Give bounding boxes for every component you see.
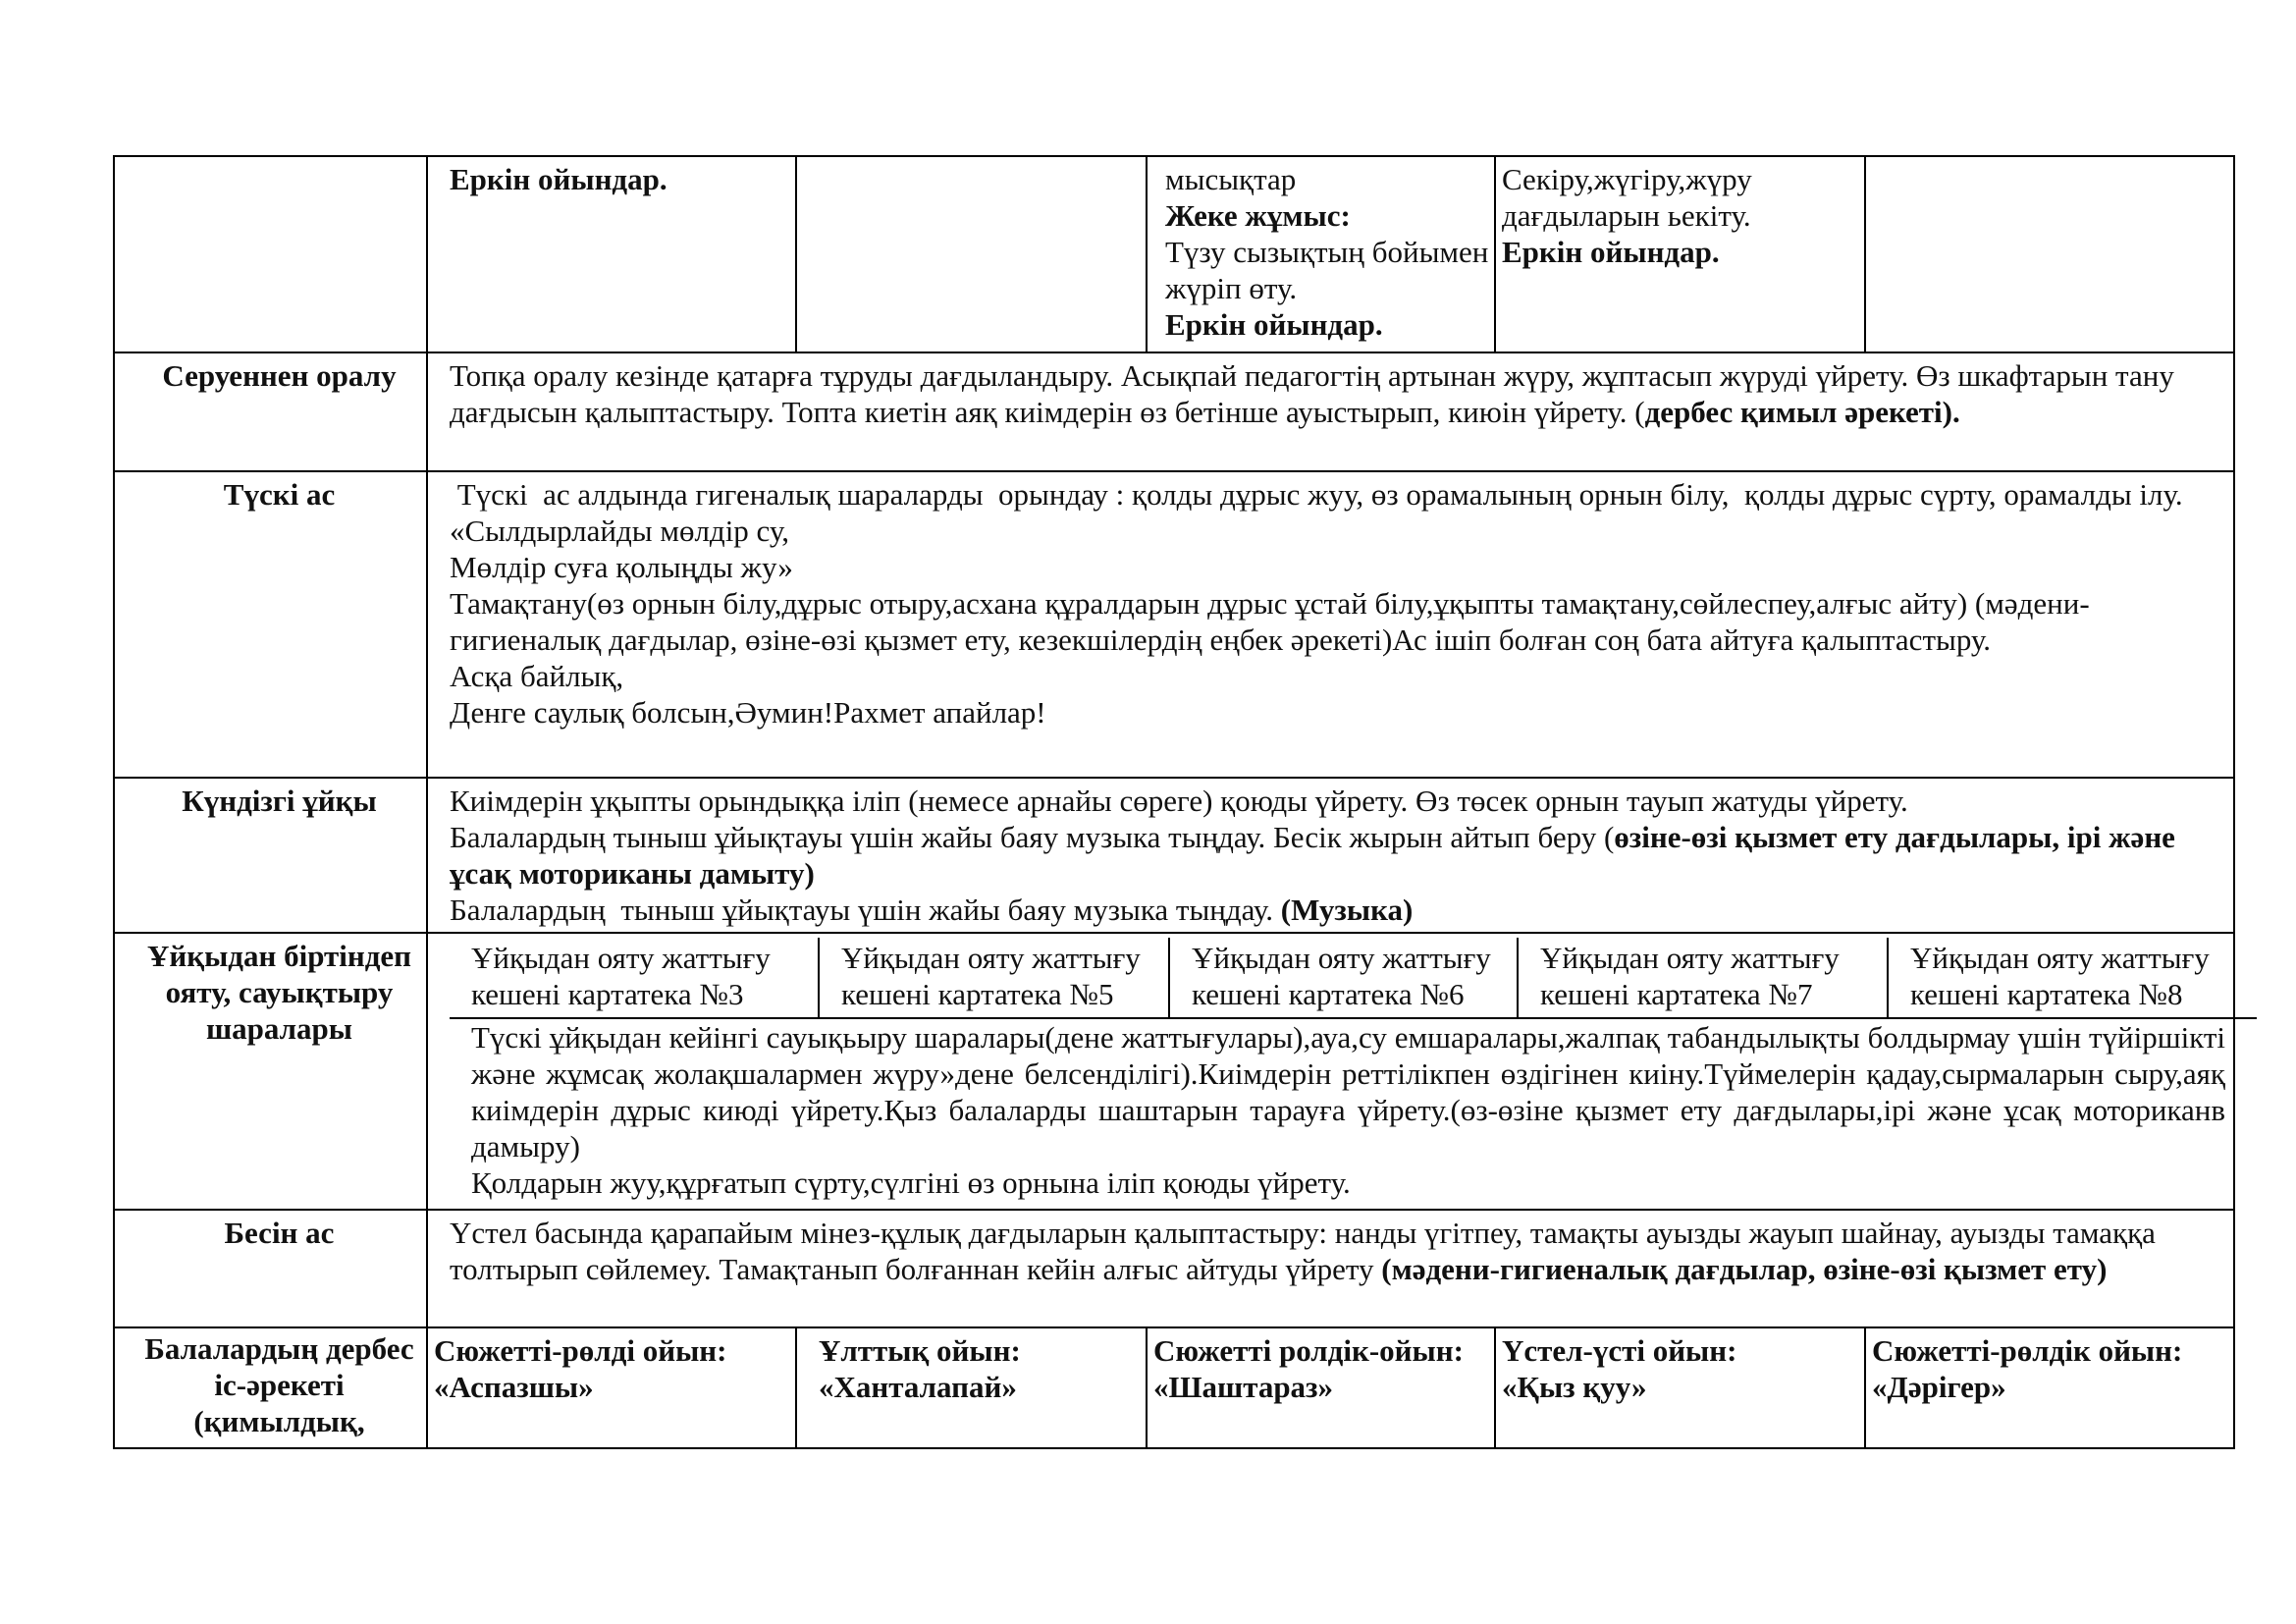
- game-type: Сюжетті-рөлдік ойын:: [1872, 1333, 2183, 1368]
- wakeup-content: [427, 933, 2234, 1210]
- game-name: «Ханталапай»: [819, 1370, 1017, 1404]
- lunch-line: Мөлдір суға қолыңды жу»: [450, 550, 793, 584]
- row-wake-up: [114, 933, 2234, 1210]
- row1-cell-6: [1865, 156, 2234, 352]
- row1-c4-line: мысықтар: [1165, 162, 1297, 196]
- game-type: Ұлттық ойын:: [819, 1333, 1021, 1368]
- nap-text: Балалардың тыныш ұйықтауы үшін жайы баяу музыка тыңдау. Бесік жырын айтып беру (: [450, 820, 1615, 854]
- wakeup-card: Ұйқыдан ояту жаттығу кешені картатека №6: [1169, 938, 1518, 1018]
- row-free-play: [114, 156, 2234, 352]
- lunch-line: Денге саулық болсын,Әумин!Рахмет апайлар!: [450, 695, 1046, 730]
- nap-text: Балалардың тыныш ұйықтауы үшін жайы баяу музыка тыңдау.: [450, 893, 1281, 927]
- game-name: «Дәрігер»: [1872, 1370, 2006, 1404]
- nap-bold: (Музыка): [1280, 893, 1414, 927]
- game-name: «Аспазшы»: [434, 1370, 594, 1404]
- game-cell: [1865, 1327, 2234, 1448]
- lunch-content: [427, 471, 2234, 778]
- return-text: Топқа оралу кезінде қатарға тұруды дағдыландыру. Асықпай педагогтің артынан жүру, жұптасып жүруді үйрету. Өз шкафтарын тану дағдысын қалыптастыру. Топта киетін аяқ киімдерін өз бетінше ауыстырып, киюін үйрету. (: [450, 358, 2174, 429]
- game-cell: [1147, 1327, 1495, 1448]
- wakeup-card: Ұйқыдан ояту жаттығу кешені картатека №8: [1888, 938, 2257, 1018]
- nap-bold: өзіне-өзі қызмет ету дағдылары, ірі және ұсақ моториканы дамыту): [450, 820, 2175, 891]
- nap-line-2: [450, 819, 2229, 892]
- game-cell: [427, 1327, 796, 1448]
- wakeup-paragraph: Түскі ұйқыдан кейінгі сауықьыру шаралары(дене жаттығулары),ауа,су емшаралары,жалпақ табандылықты болдырмау үшін түйіршікті және жұмсақ жолақшалармен жүру»дене белсенділігі).Киімдерін реттілікпен өздігінен киіну.Түймелерін қадау,сырмаларын сыру,аяқ киімдерін дұрыс киюді үйрету.Қыз балаларды шаштарын тарауға үйрету.(өз-өзіне қызмет ету дағдылары,ірі және ұсақ моториканв дамыру): [471, 1020, 2225, 1164]
- nap-content: [427, 778, 2234, 933]
- row1-cell-3: [796, 156, 1147, 352]
- wakeup-card: Ұйқыдан ояту жаттығу кешені картатека №5: [819, 938, 1169, 1018]
- snack-bold: (мәдени-гигиеналық дағдылар, өзіне-өзі қызмет ету): [1381, 1252, 2108, 1286]
- row-return-from-walk: [114, 352, 2234, 471]
- row1-c4-line: Жеке жұмыс:: [1165, 198, 1351, 233]
- wakeup-cards-row: [450, 938, 2257, 1018]
- game-name: «Шаштараз»: [1153, 1370, 1334, 1404]
- game-name: «Қыз қуу»: [1502, 1370, 1647, 1404]
- lunch-line: Тамақтану(өз орнын білу,дұрыс отыру,асхана құралдарын дұрыс ұстай білу,ұқыпты тамақтану,сөйлеспеу,алғыс айту) (мәдени-гигиеналық дағдылар, өзіне-өзі қызмет ету, кезекшілердің еңбек әрекеті)Ас ішіп болған соң бата айтуға қалыптастыру.: [450, 586, 2090, 657]
- wakeup-text-block: [450, 1019, 2229, 1203]
- wakeup-card: Ұйқыдан ояту жаттығу кешені картатека №3: [450, 938, 819, 1018]
- snack-text: Үстел басында қарапайым мінез-құлық дағдыларын қалыптастыру: нанды үгітпеу, тамақты ауызды жауып шайнау, ауызды тамаққа толтырып сөйлемеу. Тамақтанып болғаннан кейін алғыс айтуды үйрету: [450, 1216, 2171, 1286]
- lunch-line: «Сылдырлайды мөлдір су,: [450, 514, 790, 548]
- row1-c5-text: Секіру,жүгіру,жүру дағдыларын ьекіту.: [1502, 162, 1752, 233]
- lunch-line: Түскі ас алдында гигеналық шараларды орындау : қолды дұрыс жуу, өз орамалының орнын білу, қолды дұрыс сүрту, орамалды ілу.: [450, 477, 2183, 512]
- game-type: Үстел-үсті ойын:: [1502, 1333, 1737, 1368]
- row1-c4-line: Еркін ойындар.: [1165, 307, 1383, 342]
- daily-plan-table: [113, 155, 2235, 1449]
- row-afternoon-snack: [114, 1210, 2234, 1327]
- wakeup-card: Ұйқыдан ояту жаттығу кешені картатека №7: [1518, 938, 1888, 1018]
- row1-label-cell: [114, 156, 427, 352]
- row-label-snack: Бесін ас: [114, 1210, 427, 1327]
- row1-cell-2: [427, 156, 796, 352]
- wakeup-cards-table: [450, 938, 2257, 1019]
- row1-cell-4: [1147, 156, 1495, 352]
- game-cell: [796, 1327, 1147, 1448]
- return-bold: дербес қимыл әрекеті).: [1644, 395, 1960, 429]
- return-content: [427, 352, 2234, 471]
- row-label-nap: Күндізгі ұйқы: [114, 778, 427, 933]
- row-label-independent: Балалардың дербес іс-әрекеті (қимылдық,: [114, 1327, 427, 1448]
- row-label-wakeup: Ұйқыдан біртіндеп ояту, сауықтыру шаралары: [114, 933, 427, 1210]
- row-independent-activity: [114, 1327, 2234, 1448]
- row-lunch: [114, 471, 2234, 778]
- game-cell: [1495, 1327, 1865, 1448]
- row-label-lunch: Түскі ас: [114, 471, 427, 778]
- row1-cell-5: [1495, 156, 1865, 352]
- wakeup-paragraph: Қолдарын жуу,құрғатып сүрту,сүлгіні өз орнына іліп қоюды үйрету.: [471, 1165, 1351, 1200]
- game-type: Сюжетті ролдік-ойын:: [1153, 1333, 1464, 1368]
- nap-line: Киімдерін ұқыпты орындыққа іліп (немесе арнайы сөреге) қоюды үйрету. Өз төсек орнын тауып жатуды үйрету.: [450, 784, 1908, 818]
- row-nap: [114, 778, 2234, 933]
- snack-content: [427, 1210, 2234, 1327]
- game-type: Сюжетті-рөлді ойын:: [434, 1333, 727, 1368]
- row1-c4-line: Түзу сызықтың бойымен жүріп өту.: [1165, 235, 1489, 305]
- row1-c5-bold: Еркін ойындар.: [1502, 235, 1720, 269]
- nap-line-3: [450, 892, 2229, 928]
- row-label-return: Серуеннен оралу: [114, 352, 427, 471]
- row1-c2-text: Еркін ойындар.: [450, 162, 667, 196]
- lunch-line: Асқа байлық,: [450, 659, 624, 693]
